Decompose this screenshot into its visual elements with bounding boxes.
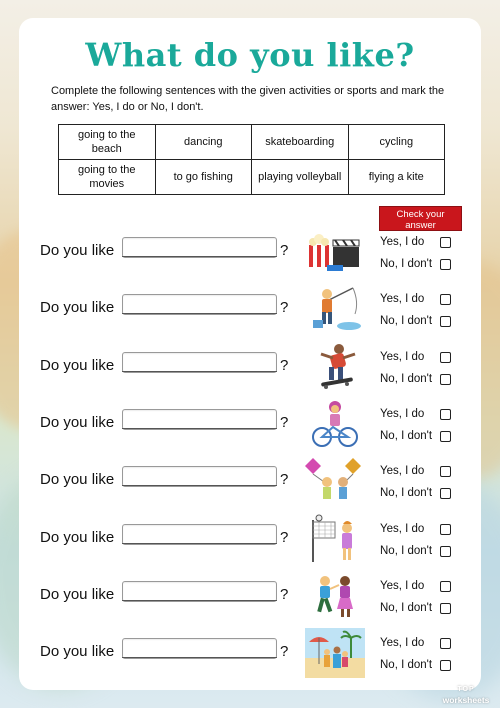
yes-checkbox[interactable] — [440, 352, 451, 363]
girl-playing-volleyball-icon — [305, 514, 365, 564]
answer-input[interactable] — [122, 237, 277, 258]
answer-underline — [122, 313, 277, 314]
no-checkbox[interactable] — [440, 316, 451, 327]
yes-option-label: Yes, I do — [380, 408, 425, 420]
yes-checkbox[interactable] — [440, 581, 451, 592]
answer-input[interactable] — [122, 524, 277, 545]
yes-checkbox[interactable] — [440, 237, 451, 248]
table-row — [59, 125, 445, 160]
question-row — [0, 626, 500, 683]
no-option-label: No, I don't — [380, 487, 433, 499]
question-prefix: Do you like — [40, 529, 115, 546]
yes-checkbox[interactable] — [440, 409, 451, 420]
girl-cycling-icon — [305, 399, 365, 449]
yes-checkbox[interactable] — [440, 294, 451, 305]
answer-input[interactable] — [122, 581, 277, 602]
no-checkbox[interactable] — [440, 603, 451, 614]
no-checkbox[interactable] — [440, 660, 451, 671]
question-row — [0, 340, 500, 397]
word-bank-cell: cycling — [348, 125, 445, 160]
no-checkbox[interactable] — [440, 374, 451, 385]
no-option-label: No, I don't — [380, 545, 433, 557]
yes-option-label: Yes, I do — [380, 465, 425, 477]
word-bank-cell: going to the beach — [59, 125, 156, 160]
family-at-beach-icon — [305, 628, 365, 678]
question-row — [0, 282, 500, 339]
no-checkbox[interactable] — [440, 259, 451, 270]
question-mark: ? — [280, 643, 289, 660]
question-mark: ? — [280, 529, 289, 546]
question-mark: ? — [280, 414, 289, 431]
yes-checkbox[interactable] — [440, 638, 451, 649]
question-prefix: Do you like — [40, 471, 115, 488]
answer-underline — [122, 600, 277, 601]
movie-popcorn-clapperboard-icon — [305, 227, 365, 277]
no-option-label: No, I don't — [380, 659, 433, 671]
question-prefix: Do you like — [40, 299, 115, 316]
answer-underline — [122, 428, 277, 429]
yes-checkbox[interactable] — [440, 466, 451, 477]
word-bank-cell: skateboarding — [252, 125, 349, 160]
no-option-label: No, I don't — [380, 258, 433, 270]
brand-line2: worksheets — [442, 695, 490, 705]
no-option-label: No, I don't — [380, 315, 433, 327]
answer-underline — [122, 543, 277, 544]
answer-input[interactable] — [122, 638, 277, 659]
answer-underline — [122, 657, 277, 658]
page-title: What do you like? — [85, 36, 415, 74]
yes-option-label: Yes, I do — [380, 351, 425, 363]
word-bank-cell: to go fishing — [155, 160, 252, 195]
no-option-label: No, I don't — [380, 373, 433, 385]
answer-underline — [122, 256, 277, 257]
table-row — [59, 160, 445, 195]
yes-option-label: Yes, I do — [380, 523, 425, 535]
skateboarder-icon — [305, 342, 365, 392]
no-option-label: No, I don't — [380, 430, 433, 442]
word-bank-cell: playing volleyball — [252, 160, 349, 195]
check-answer-button[interactable]: Check your answer — [379, 206, 462, 231]
no-checkbox[interactable] — [440, 546, 451, 557]
question-row — [0, 454, 500, 511]
yes-option-label: Yes, I do — [380, 637, 425, 649]
question-prefix: Do you like — [40, 643, 115, 660]
question-mark: ? — [280, 586, 289, 603]
no-checkbox[interactable] — [440, 431, 451, 442]
no-checkbox[interactable] — [440, 488, 451, 499]
kids-flying-kite-icon — [305, 456, 365, 506]
answer-input[interactable] — [122, 409, 277, 430]
word-bank-table — [58, 124, 445, 195]
question-mark: ? — [280, 471, 289, 488]
question-prefix: Do you like — [40, 586, 115, 603]
brand-line1: TOP — [457, 686, 475, 693]
no-option-label: No, I don't — [380, 602, 433, 614]
yes-option-label: Yes, I do — [380, 580, 425, 592]
answer-underline — [122, 371, 277, 372]
fishing-man-icon — [305, 284, 365, 334]
question-mark: ? — [280, 242, 289, 259]
word-bank-cell: flying a kite — [348, 160, 445, 195]
yes-checkbox[interactable] — [440, 524, 451, 535]
kids-dancing-icon — [305, 571, 365, 621]
question-row — [0, 512, 500, 569]
yes-option-label: Yes, I do — [380, 293, 425, 305]
question-row — [0, 397, 500, 454]
brand-logo — [436, 685, 496, 705]
question-row — [0, 225, 500, 282]
answer-input[interactable] — [122, 352, 277, 373]
word-bank-cell: going to the movies — [59, 160, 156, 195]
question-prefix: Do you like — [40, 414, 115, 431]
question-mark: ? — [280, 357, 289, 374]
question-prefix: Do you like — [40, 242, 115, 259]
question-row — [0, 569, 500, 626]
yes-option-label: Yes, I do — [380, 236, 425, 248]
answer-underline — [122, 485, 277, 486]
answer-input[interactable] — [122, 294, 277, 315]
instructions-text: Complete the following sentences with the given activities or sports and mark the answer: Yes, I do or No, I don't. — [51, 85, 445, 113]
answer-input[interactable] — [122, 466, 277, 487]
question-mark: ? — [280, 299, 289, 316]
word-bank-cell: dancing — [155, 125, 252, 160]
question-prefix: Do you like — [40, 357, 115, 374]
